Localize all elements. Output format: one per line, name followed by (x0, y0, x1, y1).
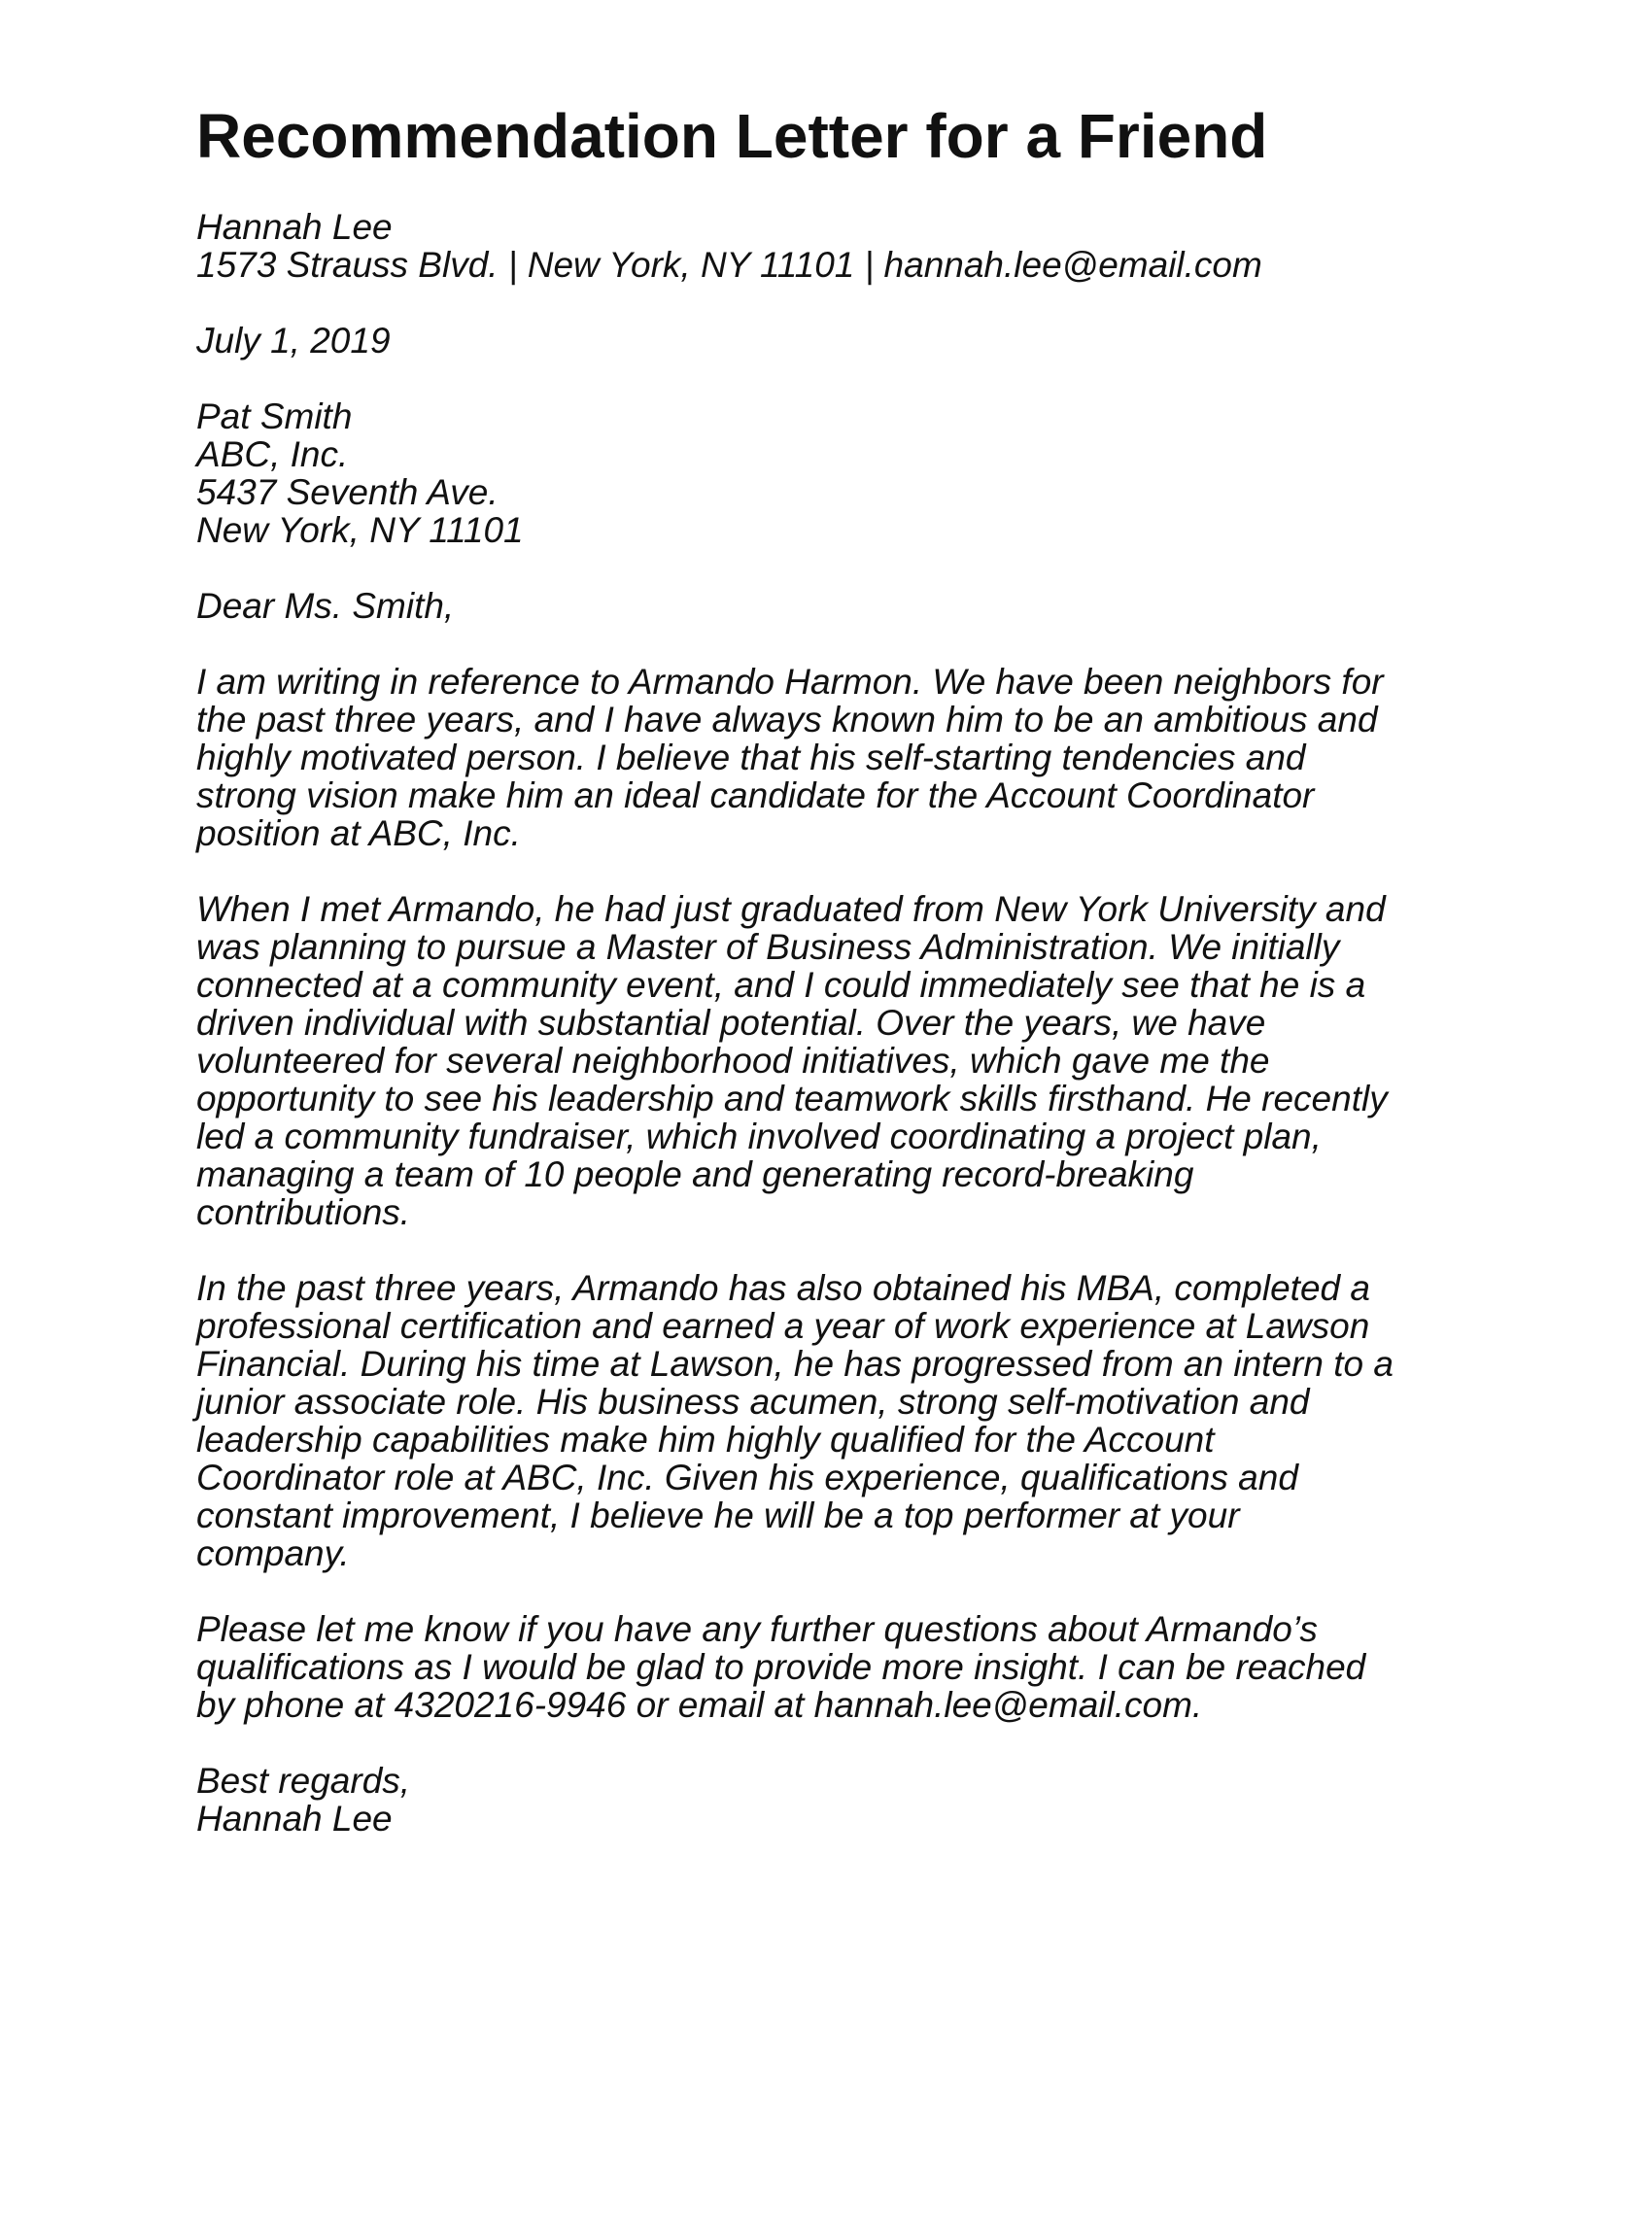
recipient-name: Pat Smith (196, 396, 353, 436)
body-paragraph (196, 1610, 1498, 1724)
paragraph-line: junior associate role. His business acumen, strong self-motivation and (196, 1382, 1310, 1422)
closing: Best regards, (196, 1761, 411, 1801)
recipient-block (196, 397, 1498, 549)
sender-block (196, 208, 1498, 284)
paragraph-line: professional certification and earned a year of work experience at Lawson (196, 1306, 1370, 1346)
paragraph-line: leadership capabilities make him highly qualified for the Account (196, 1420, 1215, 1460)
salutation-block (196, 587, 1498, 625)
body-paragraph (196, 1269, 1498, 1572)
page-title: Recommendation Letter for a Friend (196, 101, 1268, 171)
paragraph-line: When I met Armando, he had just graduated from New York University and (196, 889, 1386, 929)
sender-name: Hannah Lee (196, 207, 393, 247)
paragraph-line: by phone at 4320216-9946 or email at hannah.lee@email.com. (196, 1685, 1203, 1725)
paragraph-line: opportunity to see his leadership and teamwork skills firsthand. He recently (196, 1079, 1388, 1118)
paragraph-line: driven individual with substantial potential. Over the years, we have (196, 1003, 1266, 1043)
salutation: Dear Ms. Smith, (196, 586, 455, 626)
letter-body (196, 663, 1498, 1724)
paragraph-line: highly motivated person. I believe that his self-starting tendencies and (196, 738, 1306, 777)
body-paragraph (196, 890, 1498, 1231)
signature: Hannah Lee (196, 1799, 393, 1839)
paragraph-line: managing a team of 10 people and generating record-breaking (196, 1154, 1194, 1194)
closing-block (196, 1762, 1498, 1838)
paragraph-line: company. (196, 1533, 350, 1573)
paragraph-line: was planning to pursue a Master of Business Administration. We initially (196, 927, 1340, 967)
paragraph-line: strong vision make him an ideal candidate for the Account Coordinator (196, 775, 1315, 815)
letter-page (196, 93, 1498, 1875)
recipient-street: 5437 Seventh Ave. (196, 472, 499, 512)
paragraph-line: the past three years, and I have always known him to be an ambitious and (196, 700, 1378, 739)
paragraph-line: Please let me know if you have any further questions about Armando’s (196, 1609, 1318, 1649)
letter-date: July 1, 2019 (196, 321, 391, 361)
paragraph-line: I am writing in reference to Armando Harmon. We have been neighbors for (196, 662, 1384, 702)
date-block (196, 322, 1498, 360)
paragraph-line: constant improvement, I believe he will be a top performer at your (196, 1496, 1240, 1535)
recipient-company: ABC, Inc. (196, 434, 349, 474)
paragraph-line: qualifications as I would be glad to provide more insight. I can be reached (196, 1647, 1366, 1687)
paragraph-line: Coordinator role at ABC, Inc. Given his experience, qualifications and (196, 1458, 1298, 1497)
paragraph-line: volunteered for several neighborhood initiatives, which gave me the (196, 1041, 1270, 1081)
sender-contact-line: 1573 Strauss Blvd. | New York, NY 11101 | hannah.lee@email.com (196, 245, 1262, 285)
body-paragraph (196, 663, 1498, 852)
paragraph-line: position at ABC, Inc. (196, 813, 521, 853)
recipient-city-line: New York, NY 11101 (196, 510, 524, 550)
paragraph-line: Financial. During his time at Lawson, he has progressed from an intern to a (196, 1344, 1394, 1384)
paragraph-line: led a community fundraiser, which involved coordinating a project plan, (196, 1117, 1322, 1156)
paragraph-line: contributions. (196, 1192, 411, 1232)
paragraph-line: In the past three years, Armando has also obtained his MBA, completed a (196, 1268, 1370, 1308)
paragraph-line: connected at a community event, and I could immediately see that he is a (196, 965, 1366, 1005)
